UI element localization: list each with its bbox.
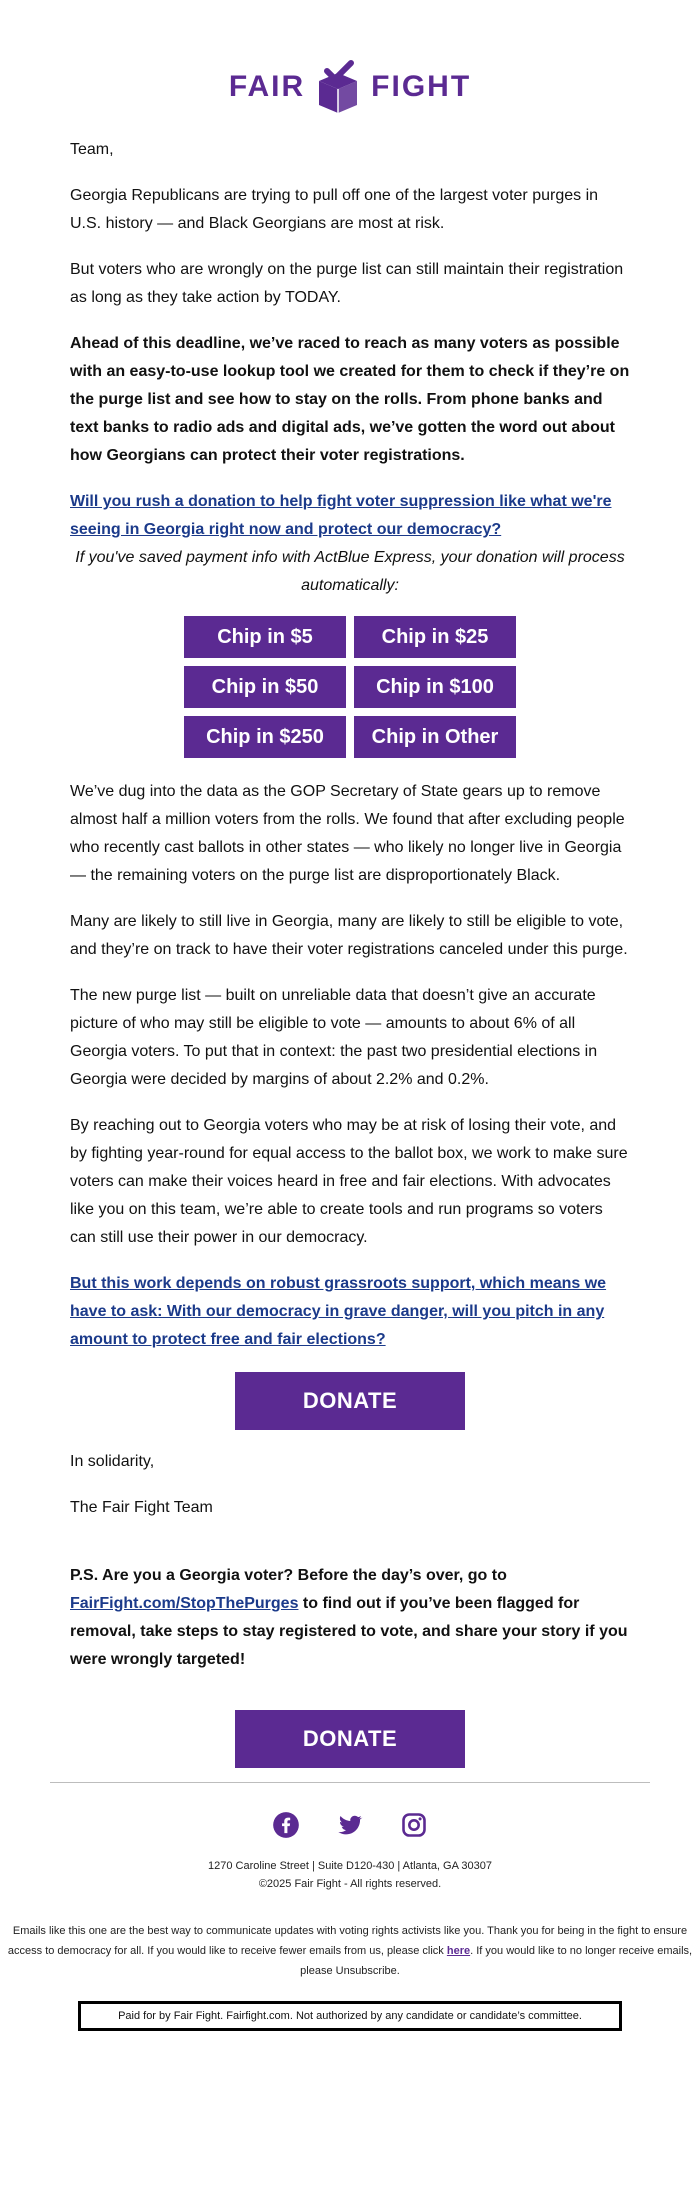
logo-word-left: FAIR [228, 70, 306, 103]
paragraph-5: Many are likely to still live in Georgia, many are likely to still be eligible to vote, and they’re on track to have their voter registrations canceled under this purge. [70, 913, 628, 958]
social-links [0, 1811, 700, 1839]
actblue-express-note: If you've saved payment info with ActBlue Express, your donation will process automatically: [75, 549, 625, 594]
ps-suffix: to find out if you’ve been flagged for removal, take steps to stay registered to vote, and share your story if you were wrongly targeted! [70, 1595, 628, 1668]
donate-button-2[interactable]: DONATE [235, 1710, 465, 1768]
footer-email-note-pre: Emails like this one are the best way to communicate updates with voting rights activists like you. Thank you for being in the fight to ensure access to democracy for all. If you would like to receive fewer emails from us, please click [7, 1925, 688, 1957]
signoff-spacer [70, 1430, 630, 1448]
paragraph-4: We’ve dug into the data as the GOP Secretary of State gears up to remove almost half a million voters from the rolls. We found that after excluding people who recently cast ballots in other states — who likely no longer live in Georgia — the remaining voters on the purge list are disproportionately Black. [70, 783, 625, 884]
paragraph-7: By reaching out to Georgia voters who may be at risk of losing their vote, and by fighting year-round for equal access to the ballot box, we work to make sure voters can make their voices heard in free and fair elections. With advocates like you on this team, we’re able to create tools and run programs so voters can still use their power in our democracy. [70, 1117, 628, 1246]
chip-in-other-button[interactable]: Chip in Other [354, 716, 516, 758]
footer-email-note [0, 1921, 700, 1981]
chip-in-50-button[interactable]: Chip in $50 [184, 666, 346, 708]
donate-button[interactable]: DONATE [235, 1372, 465, 1430]
ballot-box-check-icon [313, 59, 363, 115]
chip-in-250-button[interactable]: Chip in $250 [184, 716, 346, 758]
chip-buttons [70, 616, 630, 758]
ps-paragraph [70, 1562, 630, 1674]
paid-for-disclaimer: Paid for by Fair Fight. Fairfight.com. Not authorized by any candidate or candidate’s committee. [78, 2001, 622, 2031]
footer-divider [50, 1782, 650, 1783]
instagram-link[interactable] [400, 1811, 428, 1839]
chip-in-100-button[interactable]: Chip in $100 [354, 666, 516, 708]
fair-fight-logo[interactable] [70, 56, 630, 118]
donation-cta-link-1[interactable]: Will you rush a donation to help fight voter suppression like what we're seeing in Georgia right now and protect our democracy? [70, 493, 612, 538]
paragraph-6: The new purge list — built on unreliable data that doesn’t give an accurate picture of who may still be eligible to vote — amounts to about 6% of all Georgia voters. To put that in context: the past two presidential elections in Georgia were decided by margins of about 2.2% and 0.2%. [70, 987, 598, 1088]
chip-in-5-button[interactable]: Chip in $5 [184, 616, 346, 658]
greeting: Team, [70, 141, 114, 158]
logo-spacer [70, 118, 630, 136]
donation-cta-link-2[interactable]: But this work depends on robust grassroots support, which means we have to ask: With our democracy in grave danger, will you pitch in any amount to protect free and fair elections? [70, 1275, 607, 1348]
ps-prefix: P.S. Are you a Georgia voter? Before the day’s over, go to [70, 1567, 507, 1584]
footer-copyright: ©2025 Fair Fight - All rights reserved. [258, 1878, 442, 1890]
logo-word-right: FIGHT [371, 70, 472, 103]
paragraph-1: Georgia Republicans are trying to pull off one of the largest voter purges in U.S. history — and Black Georgians are most at risk. [70, 187, 599, 232]
signoff-line-2: The Fair Fight Team [70, 1499, 213, 1516]
footer-email-note-post: . If you would like to no longer receive emails, please Unsubscribe. [300, 1945, 693, 1977]
email-container [70, 56, 630, 1768]
chip-in-25-button[interactable]: Chip in $25 [354, 616, 516, 658]
signoff-line-1: In solidarity, [70, 1453, 155, 1470]
donate-spacer-2 [70, 1692, 630, 1710]
facebook-icon [272, 1811, 300, 1839]
twitter-link[interactable] [336, 1811, 364, 1839]
footer-here-link[interactable]: here [446, 1945, 471, 1957]
paragraph-2: But voters who are wrongly on the purge list can still maintain their registration as long as they take action by TODAY. [70, 261, 624, 306]
donate-spacer-1 [70, 1354, 630, 1372]
facebook-link[interactable] [272, 1811, 300, 1839]
footer-address: 1270 Caroline Street | Suite D120-430 | Atlanta, GA 30307 [208, 1860, 492, 1872]
stop-the-purges-link[interactable]: FairFight.com/StopThePurges [70, 1595, 299, 1612]
paragraph-3: Ahead of this deadline, we’ve raced to reach as many voters as possible with an easy-to-use lookup tool we created for them to check if they’re on the purge list and see how to stay on the rolls. From phone banks and text banks to radio ads and digital ads, we’ve gotten the word out about how Georgians can protect their voter registrations. [70, 335, 630, 464]
instagram-icon [400, 1811, 428, 1839]
twitter-icon [336, 1811, 364, 1839]
